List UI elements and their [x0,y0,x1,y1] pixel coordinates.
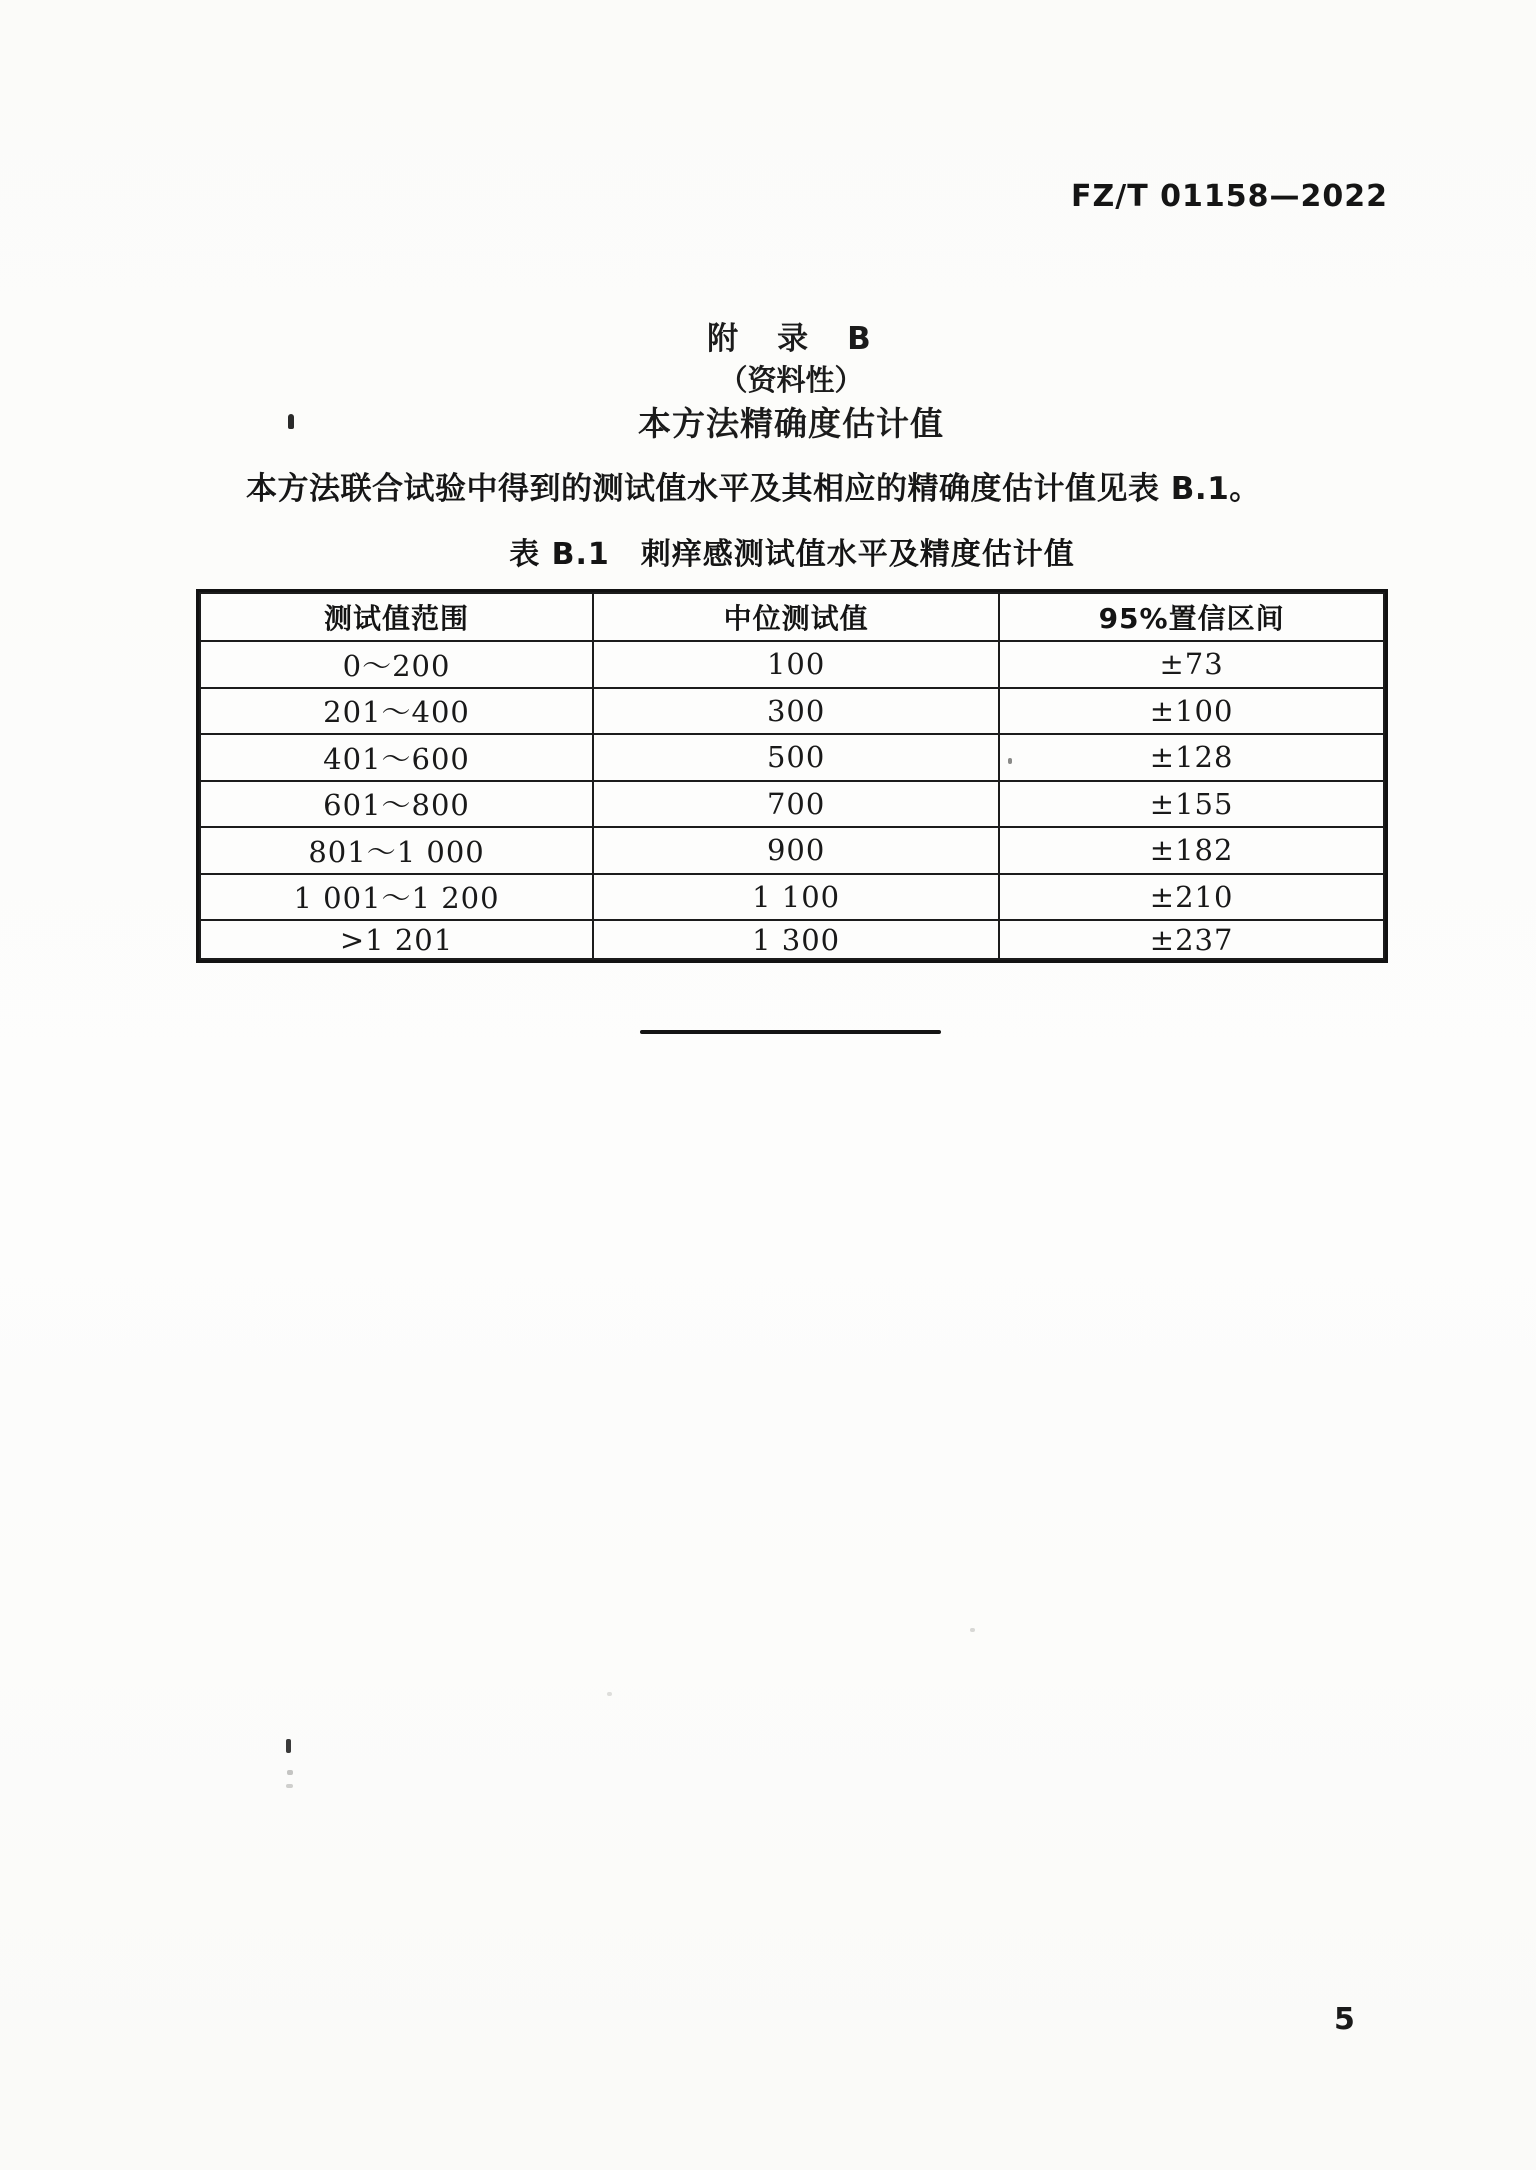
table-row [200,781,1384,828]
cell-range: 201～400 [200,688,593,735]
table-row [200,920,1384,959]
cell-median: 500 [593,734,999,781]
table-row [200,688,1384,735]
cell-median: 1 100 [593,874,999,921]
cell-ci: ±155 [999,781,1384,828]
col-header-median-test-value: 中位测试值 [593,593,999,641]
cell-ci: ±237 [999,920,1384,959]
cell-median: 100 [593,641,999,688]
cell-median: 300 [593,688,999,735]
cell-range: 601～800 [200,781,593,828]
precision-table [196,589,1388,963]
table-row [200,734,1384,781]
cell-median: 700 [593,781,999,828]
cell-ci: ±100 [999,688,1384,735]
page-number: 5 [1334,2002,1355,2037]
scan-speck [286,1739,291,1753]
cell-ci: ±128 [999,734,1384,781]
table-row [200,827,1384,874]
doc-number: FZ/T 01158—2022 [1071,179,1388,214]
scan-speck [287,1770,293,1775]
col-header-test-value-range: 测试值范围 [200,593,593,641]
cell-median: 1 300 [593,920,999,959]
cell-ci: ±182 [999,827,1384,874]
cell-median: 900 [593,827,999,874]
scan-speck [288,414,294,429]
scan-speck [1008,758,1012,764]
col-header-confidence-interval: 95%置信区间 [999,593,1384,641]
cell-range: 401～600 [200,734,593,781]
cell-range: 1 001～1 200 [200,874,593,921]
cell-range: 801～1 000 [200,827,593,874]
table-header-row [200,593,1384,641]
appendix-title: 附 录 B [707,321,875,357]
end-of-document-line [640,1030,941,1034]
cell-ci: ±210 [999,874,1384,921]
table-row [200,874,1384,921]
scan-speck [607,1692,612,1696]
cell-ci: ±73 [999,641,1384,688]
table-row [200,641,1384,688]
intro-paragraph: 本方法联合试验中得到的测试值水平及其相应的精确度估计值见表 B.1。 [246,471,1261,507]
scan-speck [286,1784,293,1788]
cell-range: >1 201 [200,920,593,959]
appendix-subtitle-informative: （资料性） [718,362,864,397]
scan-speck [970,1628,975,1632]
table-caption: 表 B.1 刺痒感测试值水平及精度估计值 [509,537,1075,572]
cell-range: 0～200 [200,641,593,688]
appendix-title-block [0,322,1536,443]
appendix-heading: 本方法精确度估计值 [638,403,944,443]
